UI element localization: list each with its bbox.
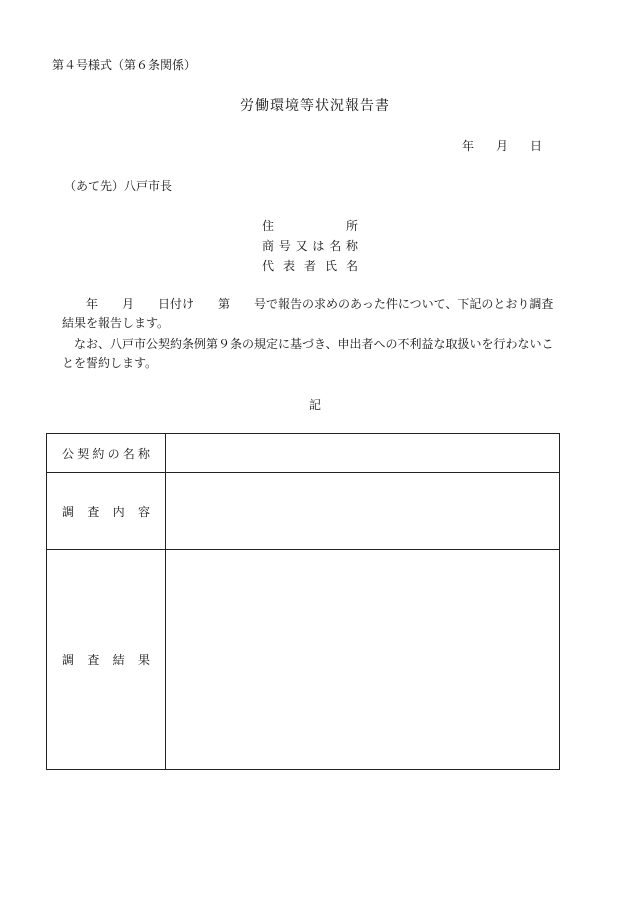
investigation-content-label-cell [47, 473, 166, 550]
date-year: 年 [462, 139, 475, 153]
investigation-content-field[interactable] [166, 473, 560, 550]
company-name-label: 商号又は名称 [262, 239, 358, 253]
contract-name-label-cell [47, 434, 166, 473]
representative-label: 代表者氏名 [262, 259, 358, 273]
ki-heading: 記 [308, 398, 321, 412]
form-number: 第４号様式（第６条関係） [52, 58, 197, 72]
document-title: 労働環境等状況報告書 [240, 98, 390, 114]
investigation-result-label-cell [47, 550, 166, 770]
table-row [47, 434, 560, 473]
table-row [47, 550, 560, 770]
addressee: （あて先）八戸市長 [64, 179, 173, 193]
date-line [462, 137, 542, 154]
report-table [46, 433, 560, 770]
address-label: 住所 [262, 219, 358, 233]
contract-name-field[interactable] [166, 434, 560, 473]
report-paragraph: 年 月 日付け 第 号で報告の求めのあった件について、下記のとおり調査結果を報告します。 [62, 297, 554, 330]
date-day: 日 [530, 139, 543, 153]
investigation-result-field[interactable] [166, 550, 560, 770]
date-month: 月 [496, 139, 509, 153]
submitter-block [262, 216, 358, 276]
pledge-paragraph: なお、八戸市公契約条例第９条の規定に基づき、申出者への不利益な取扱いを行わないことを誓約します。 [62, 337, 554, 370]
investigation-result-label: 調査結果 [62, 653, 150, 667]
contract-name-label: 公契約の名称 [62, 446, 150, 461]
investigation-content-label: 調査内容 [62, 504, 150, 519]
table-row [47, 473, 560, 550]
